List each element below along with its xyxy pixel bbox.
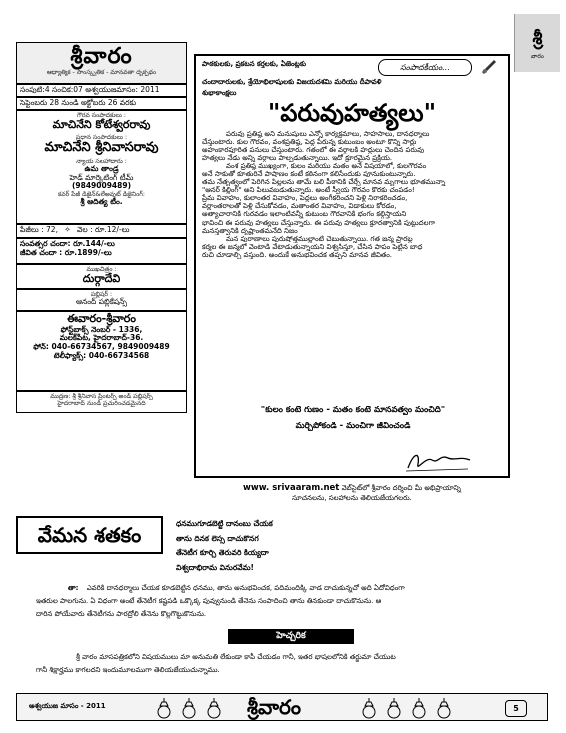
- meaning-line: ఎవరికి దానధర్మాలు చేయక కూడబెట్టిన ధనము, తాను అనుభవించక, పదిమందిక్కి వాడ దాచుకున్నచో అది ఏదోవిధంగా: [86, 584, 405, 592]
- price: వెల : రూ.12/-లు: [77, 225, 130, 234]
- issue-line: సంపుటి:4 సంచిక:07 అశ్వయుజమాసం: 2011: [16, 84, 187, 97]
- legal-name: ఉమ తాండ్ర: [84, 163, 119, 173]
- paragraph-line: తమ నేతృత్వంలో పెరిగిన పిల్లలను తామే బలి పీఠానికి చేర్చే మానవ మృగాలు భూతమున్నా: [202, 178, 446, 187]
- warning-line: శ్రీ వారం మాసపత్రికలోని విషయములు మా అనుమతి లేకుండా కాపీ చేయడం గానీ, ఇతర భాషలలోనికి తర్జుమా చేయుట: [76, 653, 396, 661]
- footer-logo: శ్రీవారం: [247, 695, 301, 719]
- dates-line: సెప్టెంబరు 28 నుండి అక్టోబరు 26 వరకు: [16, 97, 187, 110]
- fax-line: టెలీఫ్యాక్స్: 040-66734568: [53, 350, 150, 360]
- website-text-2: సూచనలను, సలహాలను తెలియజేయగలరు.: [292, 494, 412, 503]
- editorial-box: [194, 54, 510, 478]
- kalasham-icon: [207, 697, 221, 719]
- page-number: 5: [505, 700, 527, 717]
- printer-line-1: ముద్రణ: శ్రీ శ్రీనివాస ప్రింటర్స్ అండ్ పబ్లిషర్స్: [50, 393, 153, 400]
- hon-editor-label: గౌరవ సంపాదకులు :: [77, 112, 126, 119]
- office-block: [16, 311, 187, 391]
- chief-editor-name: మాచినేని శ్రీనివాసరావు: [44, 139, 159, 155]
- kalasham-icon: [182, 697, 196, 719]
- pages-price-row: [16, 224, 187, 238]
- editorial-closing: మర్చిపోకండి - మంచిగా జీవించండి: [295, 422, 411, 431]
- chief-editor-label: ప్రధాన సంపాదకులు :: [75, 133, 128, 141]
- masthead-logo-box: [16, 42, 187, 84]
- paragraph-line: అత్యాచారానికి గురవడం ఇలాంటివన్నీ కుటుంబ గౌరవానికి భంగం కల్గిస్తాయని: [202, 210, 407, 219]
- publisher-name: ఆనంద్ పబ్లికేషన్స్: [75, 297, 128, 307]
- paragraph-line: హత్యలు నేడు అన్ని వర్గాలు పాల్పడుతున్నాయి. ఇదో క్రూరమైన ప్రక్రియ.: [202, 154, 393, 163]
- phone-line: ఫోన్: 040-66734567, 9849009489: [33, 342, 170, 351]
- editorial-header-1: పాఠకులకు, ప్రకటన కర్తలకు, ఏజెంట్లకు: [202, 60, 307, 68]
- vemana-poem: [176, 517, 516, 575]
- poem-line: విశ్వదాభిరామ వినురవేమ!: [176, 562, 254, 572]
- subscription-block: [16, 238, 187, 264]
- editorial-header-2: చందాదారులకు, శ్రేయోభిలాషులకు విజయదశమి మరియు దీపావళి: [202, 78, 382, 86]
- website-note: [194, 483, 510, 513]
- cover-deity-label: ముఖచిత్రం :: [86, 266, 117, 273]
- kalasham-icon: [157, 697, 171, 719]
- paragraph-line: మనస్తత్వానికి దృష్టాంతమనేది నిజం: [202, 226, 298, 235]
- hon-editor-name: మాచినేని కోటేశ్వరరావు: [52, 118, 151, 132]
- masthead-logo-sub: ఆధ్యాత్మిక - సాంస్కృతిక - మానవతా దృక్పథం: [46, 69, 157, 77]
- star-icon: ✧: [64, 225, 71, 234]
- corner-label: వారం: [531, 53, 544, 60]
- paragraph-line: కర్మల ఈ జన్మలో వెంటాడి వేటాడుతున్నాయని విశ్వసిస్తూ, చేసిన పాపం పెట్టిన బాధ: [202, 242, 423, 251]
- pages-count: పేజీలు : 72,: [20, 225, 58, 234]
- paragraph-line: "ఆనర్ కిల్లింగ్" అని పిలువబడుతున్నారు. అంటే స్వీయ గౌరవం కొరకు చంపడం!: [202, 186, 415, 195]
- editorial-body: [202, 130, 504, 259]
- printer-block: [16, 391, 187, 413]
- paragraph-line: ప్రేమ వివాహం, కులాంతర వివాహం, పెద్దలు అంగీకరించని పెళ్లి నిరాకరించడం,: [202, 194, 408, 203]
- paragraph-line: మన పురాణాలు పురుషోత్తముల్లాంటి చెబుతున్నాయి. గత జన్మ ప్రారబ్ధ: [226, 234, 413, 243]
- publisher-label: పబ్లిషర్ :: [90, 291, 113, 298]
- corner-sri: శ్రీ: [532, 28, 543, 49]
- quill-pen-icon: [480, 58, 498, 74]
- paragraph-line: పరువు ప్రతిష్ఠ అని మనుషులు ఎన్నో కార్యక్రమాలు, సాహసాలు, దానధర్మాలు: [226, 130, 430, 138]
- cover-design-name: శ్రీ ఆదిత్య టీం.: [80, 196, 123, 206]
- footer-month: అశ్వయుజ మాసం - 2011: [29, 702, 106, 710]
- paragraph-line: అహంకారపూరిత పనులు చేస్తుంటారు. గతంలో ఈ వర్గాలకి హద్దులు చెందిన పరువు: [202, 146, 425, 155]
- poem-line: తాను దినక లెస్స దాచుకొనగ: [176, 533, 259, 543]
- page-footer: [16, 693, 548, 721]
- vemana-meaning: [36, 582, 548, 621]
- poem-line: తేనెటీగ కూర్చి తెరువరి కియ్యదా: [176, 548, 269, 557]
- meaning-line: దారిన పోయేవారు తేనెటీగను పారద్రోలి తేనెను కొల్లగొట్టుకొనును.: [36, 610, 207, 618]
- printer-line-2: హైదరాబాద్ నుండి ప్రచురించడమైనది: [57, 400, 146, 408]
- publisher-block: [16, 289, 187, 311]
- website-text-1: వెబ్‌సైట్‌లో శ్రీవారం దర్శించి మీ అభిప్రాయాన్ని: [341, 484, 461, 492]
- meaning-label: తా:: [68, 584, 79, 592]
- office-title: ఈవారం-శ్రీవారం: [67, 312, 136, 325]
- meaning-line: ఇతరుల పాలగును. ఏ విధంగా అంటే తేనెటీగ కష్టపడి ఒక్కొక్క పువ్వునుండి తేనెను సంపాదించి తాను తినకుండా దాచుకొనును. ఆ: [36, 597, 382, 605]
- corner-tab: [514, 14, 560, 72]
- address-line-2: మలక్‌పేట, హైదరాబాద్-36.: [59, 333, 144, 343]
- editorial-motto: "కులం కంటే గుణం - మతం కంటే మానవత్వం మంచిది": [260, 406, 446, 415]
- cover-design-label: కవర్ పేజీ డిజైన్&లేఅవుట్ డిజైనింగ్:: [58, 190, 145, 198]
- annual-subscription: సంవత్సర చందా: రూ.144/-లు: [20, 240, 115, 248]
- legal-role: హెడ్ మార్కెటింగ్ టీమ్: [69, 172, 134, 182]
- sampadakeeyam-badge: సంపాదకీయం...: [378, 59, 472, 76]
- kalasham-icon: [362, 697, 376, 719]
- cover-deity: దుర్గాదేవి: [82, 272, 121, 286]
- paragraph-line: రుచి చూడాల్సి వస్తుంది. అందుకే అనుభవించక తప్పని మానవ జీవితం.: [202, 250, 393, 259]
- editorial-header-3: శుభాకాంక్షలు: [202, 89, 237, 97]
- kalasham-icon: [387, 697, 401, 719]
- warning-heading: హెచ్చరిక: [228, 629, 354, 644]
- kalasham-icon: [412, 697, 426, 719]
- warning-line: గానీ శిక్షార్హము కాగలదని ఇందుమూలముగా తెలియజేయుచున్నాము.: [36, 666, 220, 674]
- paragraph-line: అనే సాకుతో కూతురినే పాషాణం కంటే కఠినంగా కలిసేందుకు పూనుకుంటున్నారు.: [202, 170, 416, 179]
- masthead-logo: శ్రీవారం: [70, 43, 133, 69]
- vemana-heading: వేమన శతకం: [16, 516, 163, 554]
- masthead-column: [16, 42, 187, 496]
- address-line-1: ఫోస్ట్‌బాక్స్ నెంబర్ - 1336,: [60, 324, 143, 334]
- editors-block: [16, 110, 187, 224]
- paragraph-line: వంశ ప్రతిష్ఠ ముఖ్యంగా, కులం మరియు మతం అనే విషయాలో, కులగౌరవం: [226, 162, 427, 171]
- website-link[interactable]: www. srivaaram.net: [243, 483, 340, 493]
- paragraph-line: చేస్తుంటారు. కుల గౌరవం, వంశప్రతిష్ఠ, పెద్ద పేరున్న కుటుంబం అంటూ కొన్ని సార్లు: [202, 138, 417, 147]
- editor-signature: [404, 448, 474, 474]
- legal-label: న్యాయ సలహాదారు :: [76, 157, 127, 165]
- paragraph-line: భావించి ఈ పరువు హత్యలు చేస్తున్నారు. ఈ పరువు హత్యలు క్రూరత్వానికి పుట్టుదలగా: [202, 218, 436, 227]
- poem-line: ధనముగూడబెట్టి దానంబు చేయక: [176, 519, 273, 528]
- kalasham-icon: [437, 697, 451, 719]
- cover-deity-block: [16, 264, 187, 289]
- lifetime-subscription: జీవిత చందా : రూ.1899/-లు: [20, 248, 112, 257]
- legal-phone: (9849009489): [71, 181, 132, 191]
- warning-text: [36, 651, 548, 677]
- paragraph-line: వర్ణాంతరాలతో పెళ్లి చేసుకోవడం, మతాంతర వివాహం, విడాకులు కోరడం,: [202, 202, 397, 211]
- editorial-title: "పరువుహత్యలు": [267, 98, 437, 127]
